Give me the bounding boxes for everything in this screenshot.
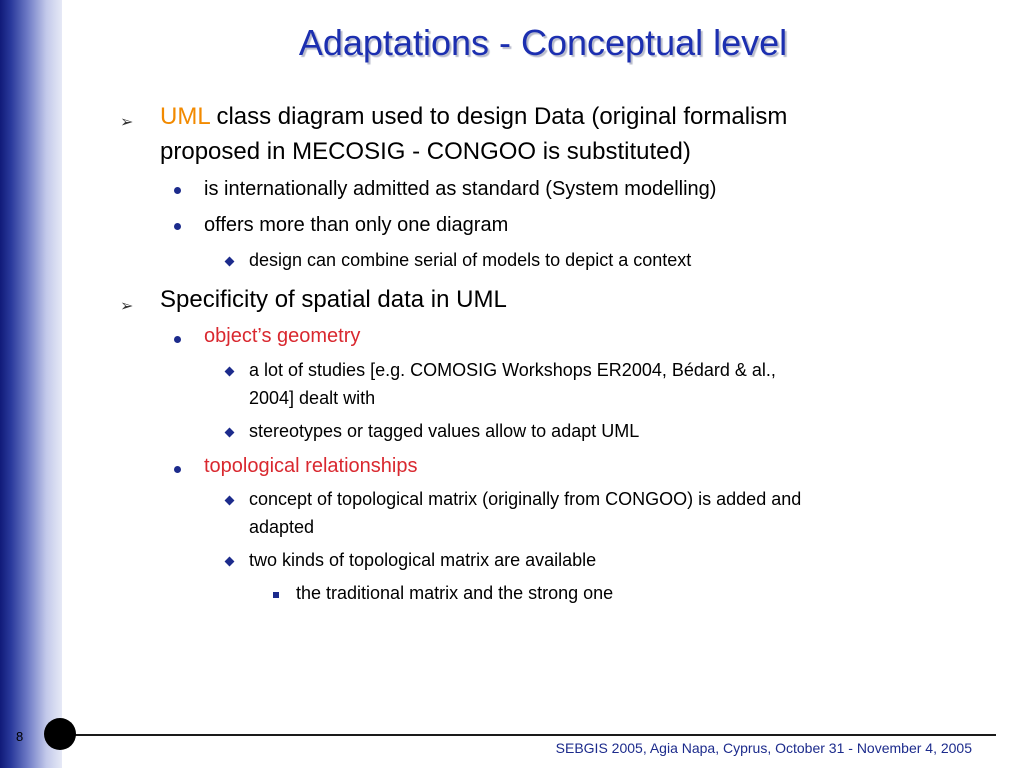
bullet-specificity: Specificity of spatial data in UML [160,286,507,313]
sub-bullet-diagrams: offers more than only one diagram [204,214,509,236]
dot-bullet-icon [174,187,181,194]
diamond-bullet-icon [225,557,235,567]
sub-bullet-topological: topological relationships [204,455,418,477]
sub-sub-bullet-models: design can combine serial of models to depict a context [249,250,692,270]
sub-bullet-standard: is internationally admitted as standard (System modelling) [204,178,717,200]
studies-line1: a lot of studies [e.g. COMOSIG Workshops ER2004, Bédard & al., [249,360,776,380]
uml-accent-text: UML [160,103,210,130]
footer-conference-text: SEBGIS 2005, Agia Napa, Cyprus, October 31 - November 4, 2005 [555,740,972,756]
bullet-uml-line1 [160,103,787,131]
two-kinds-line: two kinds of topological matrix are available [249,550,597,570]
concept-line2: adapted [249,517,315,537]
studies-line2: 2004] dealt with [249,388,376,408]
dot-bullet-icon [174,336,181,343]
stereotypes-line: stereotypes or tagged values allow to adapt UML [249,421,640,441]
sub-bullet-geometry: object’s geometry [204,325,361,347]
concept-line1: concept of topological matrix (originally from CONGOO) is added and [249,489,802,509]
diamond-bullet-icon [225,257,235,267]
diamond-bullet-icon [225,367,235,377]
diamond-bullet-icon [225,496,235,506]
page-number: 8 [16,729,24,744]
arrow-bullet-icon: ➢ [120,114,134,131]
bullet-uml-line2: proposed in MECOSIG - CONGOO is substituted) [160,138,691,165]
diamond-bullet-icon [225,428,235,438]
arrow-bullet-icon: ➢ [120,298,134,315]
slide-title: Adaptations - Conceptual level [298,22,788,63]
footer-divider [72,734,996,736]
footer-circle-logo-icon [44,718,76,750]
bullet-uml-text: class diagram used to design Data (original formalism [216,103,788,130]
dot-bullet-icon [174,223,181,230]
square-bullet-icon [273,592,279,598]
traditional-matrix-line: the traditional matrix and the strong one [296,583,614,603]
dot-bullet-icon [174,466,181,473]
